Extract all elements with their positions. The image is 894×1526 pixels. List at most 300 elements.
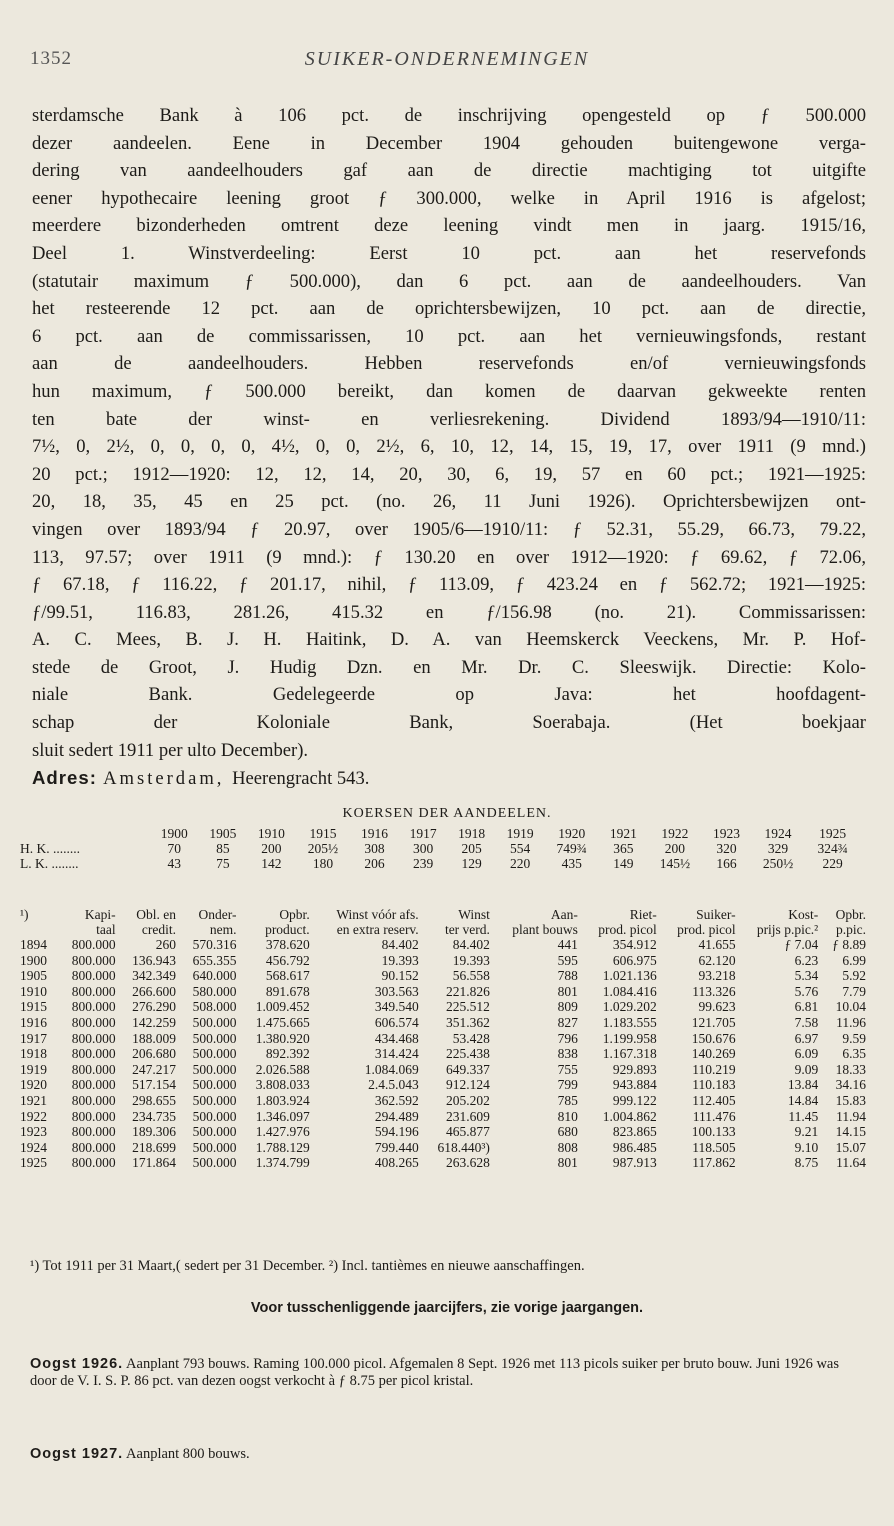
page-number: 1352 (30, 48, 72, 69)
koersen-cell: 200 (261, 841, 282, 856)
finance-cell: 580.000 (192, 983, 237, 999)
finance-cell: 1.084.069 (364, 1061, 419, 1077)
finance-cell: 799.440 (374, 1139, 419, 1155)
body-line: 7½, 0, 2½, 0, 0, 0, 0, 4½, 0, 0, 2½, 6, 10, 12, 14, 15, 19, 17, over 1911 (9 mnd.) (32, 436, 866, 458)
finance-header (820, 908, 868, 937)
finance-cell: 6.81 (794, 999, 819, 1015)
koersen-cell: 85 (216, 841, 230, 856)
finance-cell: 799 (557, 1077, 578, 1093)
finance-cell: 800.000 (71, 1077, 116, 1093)
finance-cell: 595 (557, 952, 578, 968)
finance-cell: 800.000 (71, 1092, 116, 1108)
finance-row (18, 953, 868, 969)
finance-cell: 517.154 (132, 1077, 177, 1093)
finance-cell: 18.33 (835, 1061, 866, 1077)
koersen-header-blank (20, 826, 150, 841)
finance-row (18, 1093, 868, 1109)
koersen-year: 1918 (458, 826, 486, 841)
finance-header (238, 908, 311, 937)
page-header (30, 48, 864, 76)
finance-cell: 5.92 (842, 968, 866, 984)
finance-cell: 800.000 (71, 1108, 116, 1124)
koersen-cell: 220 (510, 856, 531, 871)
finance-cell: 655.355 (192, 952, 237, 968)
koersen-cell: 205 (461, 841, 482, 856)
finance-row (18, 1109, 868, 1125)
koersen-table (20, 826, 860, 871)
oogst-1927-text: Aanplant 800 bouws. (126, 1446, 250, 1462)
body-line: ƒ/99.51, 116.83, 281.26, 415.32 en ƒ/156.98 (no. 21). Commissarissen: (32, 601, 866, 623)
finance-header-line: Kapi- (84, 907, 116, 922)
finance-cell: 34.16 (835, 1077, 866, 1093)
finance-row (18, 1155, 868, 1171)
body-line: 20, 18, 35, 45 en 25 pct. (no. 26, 11 Juni 1926). Oprichtersbewijzen ont- (32, 491, 866, 513)
finance-cell: 225.438 (446, 1046, 490, 1062)
finance-cell: 1.167.318 (602, 1046, 657, 1062)
running-title: SUIKER-ONDERNEMINGEN (304, 48, 590, 70)
finance-cell: 606.975 (612, 952, 657, 968)
finance-header-line: Kost- (788, 907, 819, 922)
finance-row (18, 1015, 868, 1031)
finance-cell: 5.34 (794, 968, 819, 984)
finance-header-line (20, 923, 55, 938)
finance-cell: 9.59 (842, 1030, 866, 1046)
finance-header-line: nem. (209, 921, 237, 937)
finance-cell: 5.76 (794, 983, 819, 999)
koersen-cell: 43 (167, 856, 182, 871)
finance-cell: 500.000 (192, 1077, 237, 1093)
finance-header-line: Winst vóór afs. (336, 907, 419, 922)
finance-cell: 84.402 (381, 937, 419, 952)
finance-cell: 500.000 (192, 1108, 237, 1124)
koersen-year: 1919 (506, 826, 534, 841)
finance-cell: 500.000 (192, 1124, 237, 1140)
koersen-year: 1922 (661, 826, 689, 841)
finance-cell: 827 (557, 1014, 578, 1030)
finance-cell: 999.122 (612, 1092, 657, 1108)
finance-cell: 6.35 (842, 1046, 866, 1062)
finance-cell: 500.000 (192, 1014, 237, 1030)
koersen-cell: 200 (664, 841, 686, 856)
finance-header-line: Obl. en (136, 907, 177, 922)
finance-cell: 500.000 (192, 1139, 237, 1155)
finance-header-line: Winst (458, 907, 490, 922)
body-line: (statutair maximum ƒ 500.000), dan 6 pct. aan de aandeelhouders. Van (32, 270, 866, 292)
koersen-year: 1924 (764, 826, 792, 841)
finance-cell: 221.826 (446, 983, 490, 999)
finance-cell: 276.290 (132, 999, 177, 1015)
koersen-year: 1905 (209, 826, 237, 841)
finance-header-line: en extra reserv. (336, 921, 419, 937)
finance-cell: 785 (557, 1092, 578, 1108)
finance-cell: 218.699 (132, 1139, 177, 1155)
finance-cell: 987.913 (612, 1155, 657, 1171)
finance-year: 1894 (20, 937, 47, 952)
finance-cell: 1.346.097 (255, 1108, 310, 1124)
finance-cell: 508.000 (192, 999, 237, 1015)
koersen-cell: 145½ (659, 856, 691, 871)
finance-header-line: p.pic. (836, 921, 866, 937)
finance-header (492, 908, 580, 937)
koersen-cell: 206 (364, 856, 385, 871)
finance-year: 1925 (20, 1155, 47, 1171)
body-line: hun maximum, ƒ 500.000 bereikt, dan komen de daarvan gekweekte renten (32, 380, 866, 402)
address-city: Amsterdam, (103, 768, 233, 790)
koersen-cell: 239 (412, 856, 434, 871)
finance-year: 1918 (20, 1046, 47, 1062)
finance-cell: 7.79 (842, 983, 866, 999)
finance-row (18, 968, 868, 984)
finance-cell: 801 (557, 983, 578, 999)
finance-cell: 266.600 (132, 983, 177, 999)
body-line: stede de Groot, J. Hudig Dzn. en Mr. Dr. C. Sleeswijk. Directie: Kolo- (32, 656, 866, 678)
finance-cell: 800.000 (71, 1061, 116, 1077)
koersen-year: 1925 (819, 826, 847, 841)
koersen-cell: 250½ (762, 856, 794, 871)
finance-cell: 15.07 (835, 1139, 866, 1155)
finance-cell: 260 (155, 937, 177, 952)
footnote: ¹) Tot 1911 per 31 Maart,( sedert per 31 December. ²) Incl. tantièmes en nieuwe aanschaffingen. (30, 1258, 585, 1274)
finance-cell: 298.655 (132, 1092, 177, 1108)
koersen-cell: 365 (613, 841, 634, 856)
finance-header-line: Opbr. (279, 907, 310, 922)
finance-year: 1917 (20, 1030, 47, 1046)
finance-cell: 1.380.920 (255, 1030, 310, 1046)
finance-header-line: prijs p.pic.² (756, 921, 819, 937)
body-line: ten bate der winst- en verliesrekening. Dividend 1893/94—1910/11: (32, 408, 866, 430)
finance-cell: 84.402 (452, 937, 490, 952)
finance-cell: 755 (557, 1061, 578, 1077)
finance-cell: 19.393 (381, 952, 419, 968)
finance-cell: 354.912 (612, 937, 657, 952)
finance-cell: 225.512 (446, 999, 490, 1015)
finance-cell: 823.865 (612, 1124, 657, 1140)
finance-cell: 6.23 (794, 952, 819, 968)
body-line: aan de aandeelhouders. Hebben reservefonds en/of vernieuwingsfonds (32, 353, 866, 375)
finance-year: 1919 (20, 1061, 47, 1077)
finance-cell: 1.803.924 (255, 1092, 310, 1108)
finance-year: 1924 (20, 1139, 47, 1155)
finance-cell: 800.000 (71, 999, 116, 1015)
finance-row (18, 1124, 868, 1140)
finance-cell: 2.4.5.043 (368, 1077, 419, 1093)
finance-header-line: Riet- (629, 907, 657, 922)
body-text (32, 102, 866, 793)
finance-header-line: Opbr. (835, 907, 866, 922)
finance-year: 1916 (20, 1014, 47, 1030)
body-line: eener hypothecaire leening groot ƒ 300.000, welke in April 1916 is afgelost; (32, 187, 866, 209)
koersen-row (20, 841, 860, 856)
finance-cell: 113.326 (692, 983, 736, 999)
finance-cell: 6.99 (842, 952, 866, 968)
finance-cell: 800.000 (71, 1046, 116, 1062)
finance-cell: 99.623 (698, 999, 736, 1015)
finance-cell: 189.306 (132, 1124, 177, 1140)
body-line: het resteerende 12 pct. aan de oprichtersbewijzen, 10 pct. aan de directie, (32, 298, 866, 320)
finance-header (18, 908, 57, 937)
finance-header-line: taal (96, 921, 116, 937)
address-label: Adres: (32, 767, 104, 789)
finance-cell: 6.97 (794, 1030, 819, 1046)
finance-cell: 912.124 (446, 1077, 490, 1093)
finance-cell: 810 (557, 1108, 578, 1124)
finance-header-line: product. (265, 921, 310, 937)
finance-cell: 11.96 (836, 1014, 866, 1030)
finance-cell: 206.680 (132, 1046, 177, 1062)
finance-cell: 1.475.665 (255, 1014, 310, 1030)
finance-cell: 796 (557, 1030, 578, 1046)
finance-cell: 351.362 (446, 1014, 490, 1030)
body-line: ƒ 67.18, ƒ 116.22, ƒ 201.17, nihil, ƒ 113.09, ƒ 423.24 en ƒ 562.72; 1921—1925: (32, 574, 866, 596)
finance-cell: 800.000 (71, 1030, 116, 1046)
address-line (32, 764, 866, 793)
finance-cell: 171.864 (132, 1155, 177, 1171)
finance-cell: 800.000 (71, 1139, 116, 1155)
koersen-header-row (20, 826, 860, 841)
finance-cell: 234.735 (132, 1108, 177, 1124)
finance-cell: 9.21 (794, 1124, 819, 1140)
finance-cell: 808 (557, 1139, 578, 1155)
finance-header-line: credit. (141, 921, 177, 937)
finance-row (18, 1062, 868, 1078)
finance-cell: 434.468 (374, 1030, 419, 1046)
finance-year: 1923 (20, 1124, 47, 1140)
koersen-cell: 149 (613, 856, 634, 871)
koersen-cell: 129 (461, 856, 482, 871)
finance-row (18, 937, 868, 953)
finance-header (580, 908, 659, 937)
finance-cell: 110.219 (692, 1061, 736, 1077)
body-line: meerdere bizonderheden omtrent deze leening vindt men in jaarg. 1915/16, (32, 215, 866, 237)
koersen-cell: 320 (716, 841, 737, 856)
finance-cell: 53.428 (452, 1030, 490, 1046)
finance-cell: 800.000 (71, 968, 116, 984)
finance-cell: 247.217 (132, 1061, 177, 1077)
finance-cell: 1.009.452 (255, 999, 310, 1015)
body-line: 113, 97.57; over 1911 (9 mnd.): ƒ 130.20 en over 1912—1920: ƒ 69.62, ƒ 72.06, (32, 546, 866, 568)
finance-cell: 56.558 (452, 968, 490, 984)
finance-cell: 800.000 (71, 1014, 116, 1030)
finance-cell: 112.405 (692, 1092, 736, 1108)
finance-cell: 9.10 (794, 1139, 819, 1155)
koersen-cell: 554 (510, 841, 531, 856)
finance-cell: 8.75 (794, 1155, 819, 1171)
finance-cell: 408.265 (374, 1155, 419, 1171)
finance-cell: 349.540 (374, 999, 419, 1015)
koersen-cell: 205½ (307, 841, 339, 856)
finance-cell: 568.617 (265, 968, 310, 984)
koersen-cell: 329 (767, 841, 789, 856)
finance-cell: 110.183 (692, 1077, 736, 1093)
finance-cell: 378.620 (265, 937, 310, 952)
finance-cell: 456.792 (265, 952, 310, 968)
finance-header-line: Suiker- (696, 907, 736, 922)
finance-row (18, 1077, 868, 1093)
finance-cell: 649.337 (446, 1061, 490, 1077)
finance-year: 1905 (20, 968, 47, 984)
oogst-1926-label: Oogst 1926. (30, 1356, 124, 1372)
body-line: sluit sedert 1911 per ulto December). (32, 739, 309, 761)
finance-year: 1920 (20, 1077, 47, 1093)
finance-cell: 892.392 (265, 1046, 310, 1062)
finance-cell: 500.000 (192, 1061, 237, 1077)
finance-cell: 263.628 (446, 1155, 490, 1171)
finance-cell: 10.04 (835, 999, 866, 1015)
body-line: Deel 1. Winstverdeeling: Eerst 10 pct. aan het reservefonds (32, 242, 866, 264)
finance-cell: 205.202 (446, 1092, 490, 1108)
finance-cell: 800.000 (71, 937, 116, 952)
finance-cell: 19.393 (452, 952, 490, 968)
finance-cell: 788 (557, 968, 578, 984)
finance-header (178, 908, 238, 937)
finance-cell: 929.893 (612, 1061, 657, 1077)
koersen-row-label: H. K. ........ (20, 841, 80, 856)
koersen-title: KOERSEN DER AANDEELEN. (342, 806, 552, 821)
finance-cell: 90.152 (381, 968, 419, 984)
body-line: niale Bank. Gedelegeerde op Java: het hoofdagent- (32, 684, 866, 706)
finance-cell: 1.183.555 (602, 1014, 657, 1030)
finance-row (18, 1031, 868, 1047)
finance-cell: 801 (557, 1155, 578, 1171)
finance-cell: ƒ 7.04 (784, 937, 819, 952)
finance-cell: 7.58 (794, 1014, 819, 1030)
finance-cell: 11.45 (788, 1108, 819, 1124)
oogst-1927-label: Oogst 1927. (30, 1446, 124, 1462)
finance-header (421, 908, 492, 937)
finance-cell: 188.009 (132, 1030, 177, 1046)
finance-cell: 500.000 (192, 1046, 237, 1062)
body-line: sterdamsche Bank à 106 pct. de inschrijving opengesteld op ƒ 500.000 (32, 105, 866, 126)
koersen-row (20, 856, 860, 871)
finance-cell: ƒ 8.89 (832, 937, 866, 952)
finance-cell: 342.349 (132, 968, 177, 984)
finance-cell: 800.000 (71, 1155, 116, 1171)
finance-year: 1921 (20, 1092, 47, 1108)
koersen-year: 1915 (309, 826, 337, 841)
koersen-year: 1910 (257, 826, 285, 841)
finance-cell: 441 (557, 937, 578, 952)
finance-header-line: Onder- (198, 907, 237, 922)
finance-cell: 465.877 (446, 1124, 490, 1140)
body-line: 20 pct.; 1912—1920: 12, 12, 14, 20, 30, 6, 19, 57 en 60 pct.; 1921—1925: (32, 463, 866, 485)
finance-cell: 150.676 (691, 1030, 736, 1046)
finance-cell: 303.563 (374, 983, 419, 999)
finance-cell: 9.09 (794, 1061, 819, 1077)
note-previous-years: Voor tusschenliggende jaarcijfers, zie vorige jaargangen. (250, 1300, 644, 1316)
finance-cell: 1.029.202 (602, 999, 657, 1015)
finance-cell: 640.000 (192, 968, 237, 984)
finance-cell: 1.374.799 (255, 1155, 310, 1171)
oogst-1926-text: Aanplant 793 bouws. Raming 100.000 picol. Afgemalen 8 Sept. 1926 met 113 picols suiker per bruto bouw. Juni 1926 was door de V. I. S. P. 86 pct. van dezen oogst verkocht à ƒ 8.75 per picol kristal. (30, 1356, 839, 1389)
koersen-cell: 70 (167, 841, 182, 856)
finance-row (18, 999, 868, 1015)
finance-year: 1922 (20, 1108, 47, 1124)
finance-cell: 800.000 (71, 983, 116, 999)
finance-header-line: Aan- (550, 907, 578, 922)
finance-cell: 800.000 (71, 1124, 116, 1140)
finance-cell: 314.424 (374, 1046, 419, 1062)
koersen-year: 1916 (361, 826, 389, 841)
finance-cell: 1.788.129 (255, 1139, 310, 1155)
finance-cell: 111.476 (692, 1108, 736, 1124)
finance-cell: 891.678 (265, 983, 310, 999)
finance-cell: 3.808.033 (255, 1077, 310, 1093)
finance-cell: 142.259 (132, 1014, 177, 1030)
finance-header-line: ter verd. (444, 921, 490, 937)
koersen-row-label: L. K. ........ (20, 856, 79, 871)
finance-cell: 93.218 (698, 968, 736, 984)
finance-cell: 1.021.136 (602, 968, 657, 984)
koersen-cell: 308 (364, 841, 385, 856)
finance-cell: 943.884 (612, 1077, 657, 1093)
koersen-cell: 229 (822, 856, 843, 871)
finance-cell: 1.004.862 (602, 1108, 657, 1124)
address-street: Heerengracht 543. (232, 768, 370, 790)
koersen-cell: 180 (312, 856, 334, 871)
finance-cell: 500.000 (192, 1030, 237, 1046)
finance-header (57, 908, 117, 937)
finance-cell: 1.084.416 (602, 983, 657, 999)
finance-cell: 136.943 (132, 952, 177, 968)
oogst-1927 (30, 1446, 866, 1463)
body-line: vingen over 1893/94 ƒ 20.97, over 1905/6—1910/11: ƒ 52.31, 55.29, 66.73, 79.22, (32, 518, 866, 540)
koersen-cell: 324¾ (817, 841, 848, 856)
finance-cell: 362.592 (374, 1092, 419, 1108)
finance-year: 1900 (20, 952, 47, 968)
finance-cell: 62.120 (698, 952, 736, 968)
finance-cell: 11.64 (836, 1155, 866, 1171)
body-line: schap der Koloniale Bank, Soerabaja. (Het boekjaar (32, 712, 866, 734)
koersen-year: 1900 (160, 826, 188, 841)
finance-cell: 140.269 (691, 1046, 736, 1062)
finance-row (18, 984, 868, 1000)
finance-header (312, 908, 421, 937)
koersen-cell: 166 (716, 856, 737, 871)
finance-header-row (18, 908, 868, 937)
finance-row (18, 1046, 868, 1062)
finance-cell: 231.609 (446, 1108, 490, 1124)
finance-cell: 14.84 (787, 1092, 819, 1108)
finance-cell: 1.427.976 (255, 1124, 310, 1140)
finance-cell: 838 (557, 1046, 578, 1062)
finance-cell: 570.316 (192, 937, 237, 952)
finance-header (659, 908, 738, 937)
finance-header-line: prod. picol (598, 921, 657, 937)
koersen-year: 1920 (558, 826, 586, 841)
finance-cell: 500.000 (192, 1092, 237, 1108)
koersen-cell: 749¾ (556, 841, 587, 856)
finance-header (118, 908, 178, 937)
finance-cell: 117.862 (692, 1155, 736, 1171)
koersen-cell: 75 (216, 856, 230, 871)
koersen-year: 1923 (712, 826, 740, 841)
finance-year: 1915 (20, 999, 47, 1015)
finance-cell: 14.15 (835, 1124, 866, 1140)
finance-cell: 606.574 (374, 1014, 419, 1030)
finance-cell: 986.485 (612, 1139, 657, 1155)
finance-cell: 41.655 (698, 937, 736, 952)
finance-cell: 800.000 (71, 952, 116, 968)
finance-header-line: ¹) (20, 907, 29, 922)
finance-cell: 680 (557, 1124, 578, 1140)
finance-cell: 118.505 (692, 1139, 736, 1155)
body-line: dezer aandeelen. Eene in December 1904 gehouden buitengewone verga- (32, 132, 866, 154)
finance-cell: 618.440³) (437, 1139, 490, 1155)
oogst-1926 (30, 1356, 866, 1389)
koersen-year: 1917 (409, 826, 437, 841)
koersen-year: 1921 (609, 826, 637, 841)
finance-header-line: plant bouws (512, 921, 578, 937)
